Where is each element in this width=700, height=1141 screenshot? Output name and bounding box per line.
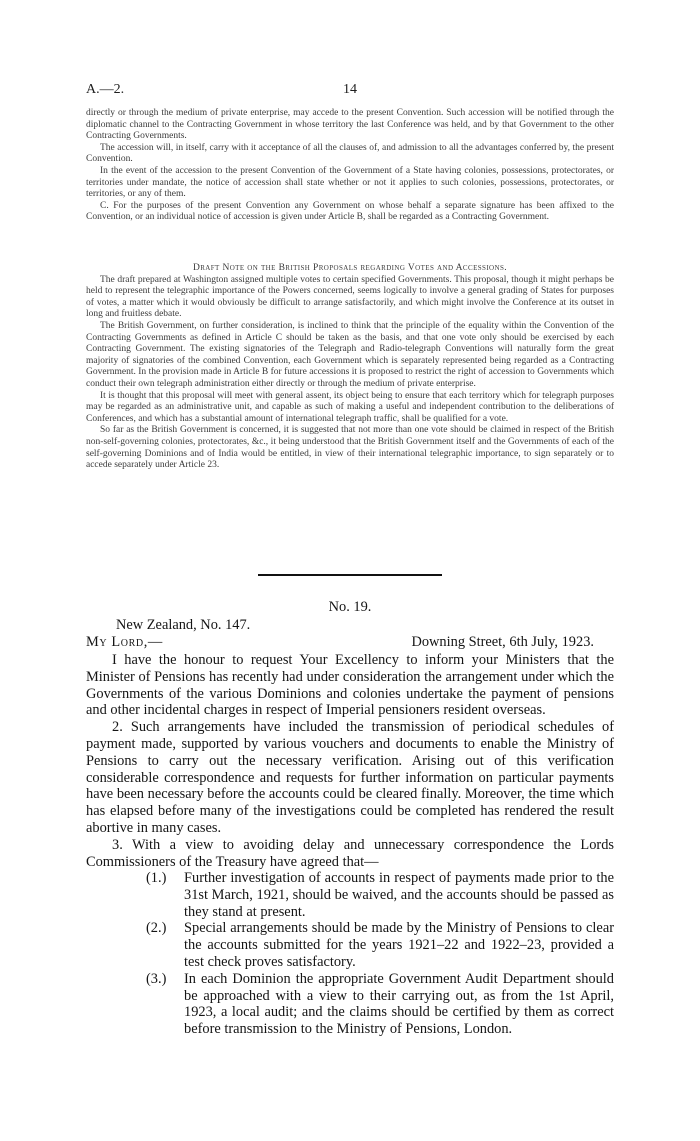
paragraph: The British Government, on further consideration, is inclined to think that the principle of the equality within the Convention of the Contracting Governments as defined in Article C should be taken as the basis, and that one vote only should be exercised by each Contracting Government. The existing signatories of the Telegraph and Radio-telegraph Conventions will naturally form the great majority of signatories of the combined Convention, each Government which is separately represented being regarded as a Contracting Government. In the provision made in Article B for future accessions it is proposed to restrict the right of accession to Governments which conduct their own telegraph administration either directly or through the medium of private enterprise. <box>86 320 614 389</box>
paragraph: 3. With a view to avoiding delay and unnecessary correspondence the Lords Commissioners of the Treasury have agreed that— <box>86 836 614 870</box>
list-item <box>86 971 614 1038</box>
list-item-number: (1.) <box>146 870 167 886</box>
list-item-text: Further investigation of accounts in respect of payments made prior to the 31st March, 1921, should be waived, and the accounts should be passed as they stand at present. <box>184 870 614 920</box>
paragraph: The accession will, in itself, carry with it acceptance of all the clauses of, and admission to all the advantages conferred by, the present Convention. <box>86 142 614 165</box>
document-reference: A.—2. <box>86 82 125 97</box>
running-head <box>86 82 614 100</box>
paragraph: It is thought that this proposal will meet with general assent, its object being to ensure that each territory which for telegraph purposes may be regarded as an administrative unit, and capable as such of making a useful and independent contribution to the deliberations of Conferences, and which has a substantial amount of international telegraph traffic, shall be qualified for a vote. <box>86 390 614 424</box>
paragraph: The draft prepared at Washington assigned multiple votes to certain specified Governments. This proposal, though it might perhaps be held to represent the telegraphic importance of the Powers concerned, seems logically to involve a general grading of States for purposes of votes, a matter which it would obviously be difficult to arrange satisfactorily, and which might involve the Conference at its outset in long and fruitless debate. <box>86 274 614 320</box>
letter-header <box>86 617 614 652</box>
salutation: My Lord,— <box>86 633 163 650</box>
letter-number: No. 19. <box>328 599 372 615</box>
letter-reference: New Zealand, No. 147. <box>116 617 251 633</box>
draft-note-heading: Draft Note on the British Proposals regarding Votes and Accessions. <box>192 263 508 273</box>
section-divider <box>258 574 442 576</box>
paragraph: So far as the British Government is concerned, it is suggested that not more than one vote should be claimed in respect of the British non-self-governing colonies, protectorates, &c., it being understood that the British Government itself and the Governments of each of the self-governing Dominions and of India would be entitled, in view of their international telegraphic importance, to sign separately or to accede separately under Article 23. <box>86 425 614 471</box>
draft-note-block <box>86 263 614 472</box>
letter-body <box>86 652 614 870</box>
paragraph: 2. Such arrangements have included the transmission of periodical schedules of payment made, supported by various vouchers and documents to enable the Ministry of Pensions to carry out the necessary verification. Arising out of this verification considerable correspondence and requests for further information on particular payments have been necessary before the accounts could be cleared finally. Moreover, the time which has elapsed before many of the investigations could be completed has rendered the result abortive in many cases. <box>86 719 614 836</box>
convention-text-block <box>86 108 614 224</box>
paragraph: C. For the purposes of the present Convention any Government on whose behalf a separate signature has been affixed to the Convention, or an individual notice of accession is given under Article B, shall be regarded as a Contracting Government. <box>86 200 614 223</box>
paragraph: directly or through the medium of private enterprise, may accede to the present Convention. Such accession will be notified through the diplomatic channel to the Contracting Government in whose territory the last Conference was held, and by that Government to the other Contracting Governments. <box>86 108 614 142</box>
list-item-number: (2.) <box>146 920 167 937</box>
place-and-date: Downing Street, 6th July, 1923. <box>411 633 594 650</box>
numbered-list <box>86 870 614 1038</box>
paragraph: I have the honour to request Your Excellency to inform your Ministers that the Minister of Pensions has recently had under consideration the arrangement under which the Governments of the various Dominions and colonies undertake the payment of pensions and other incidental charges in respect of Imperial pensioners resident overseas. <box>86 652 614 719</box>
list-item <box>86 870 614 920</box>
page-number: 14 <box>343 82 357 97</box>
paragraph: In the event of the accession to the present Convention of the Government of a State having colonies, possessions, protectorates, or territories under mandate, the notice of accession shall state whether or not it applies to such colonies, possessions, protectorates, or territories, or any of them. <box>86 165 614 200</box>
list-item-text: Special arrangements should be made by the Ministry of Pensions to clear the accounts submitted for the years 1921–22 and 1922–23, provided a test check proves satisfactory. <box>184 920 614 970</box>
list-item-number: (3.) <box>146 970 167 987</box>
list-item <box>86 920 614 970</box>
list-item-text: In each Dominion the appropriate Government Audit Department should be approached with a view to their carrying out, as from the 1st April, 1923, a local audit; and the claims should be certified by them as correct before transmission to the Ministry of Pensions, London. <box>184 970 614 1038</box>
